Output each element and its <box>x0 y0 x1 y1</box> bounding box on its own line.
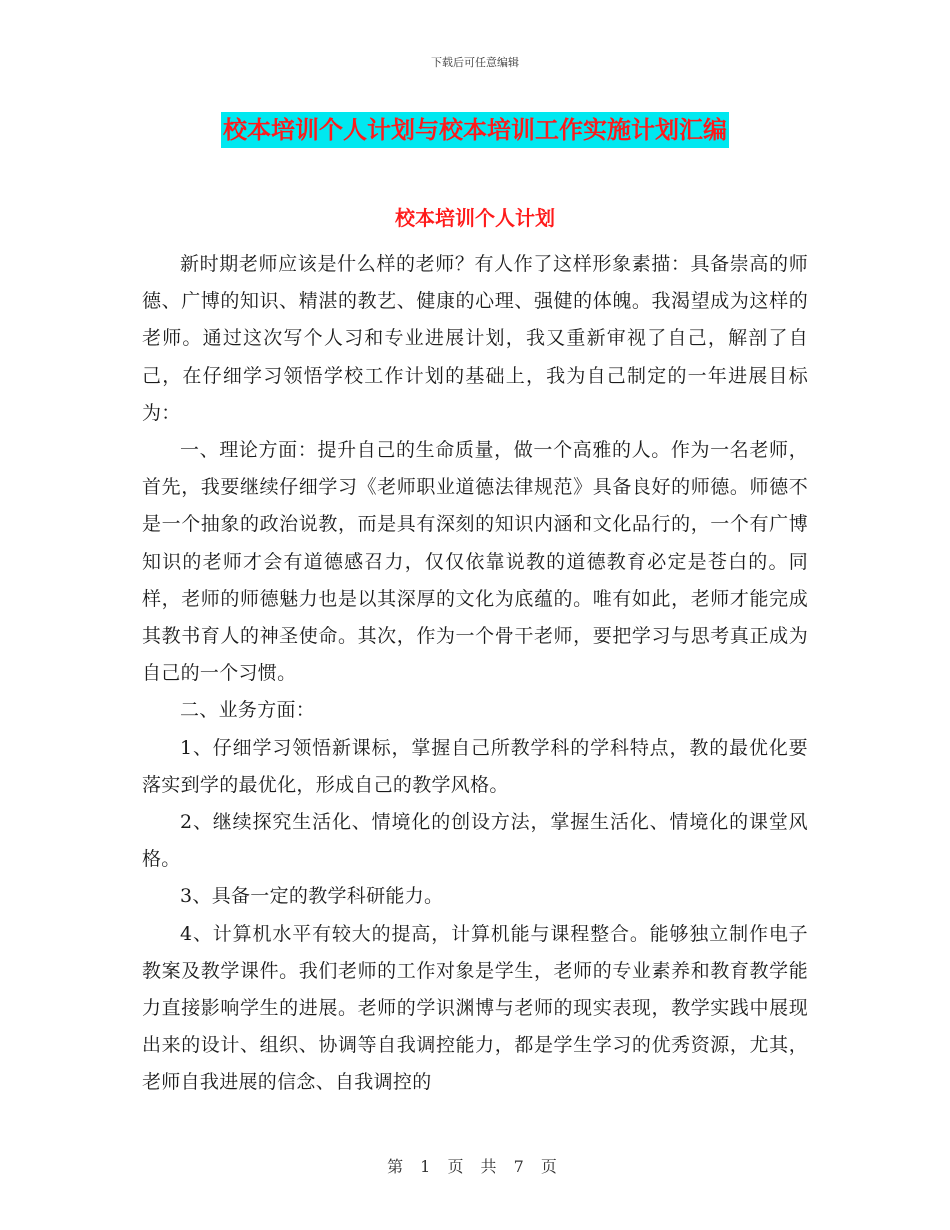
paragraph-item-2: 2、继续探究生活化、情境化的创设方法，掌握生活化、情境化的课堂风格。 <box>142 811 808 871</box>
section-title: 校本培训个人计划 <box>395 206 555 230</box>
header-note: 下载后可任意编辑 <box>431 56 519 69</box>
document-body <box>142 246 808 1102</box>
paragraph-item-1: 1、仔细学习领悟新课标，掌握自己所教学科的学科特点，教的最优化要落实到学的最优化，形成自己的教学风格。 <box>142 736 808 796</box>
paragraph-theory: 一、理论方面：提升自己的生命质量，做一个高雅的人。作为一名老师，首先，我要继续仔细学习《老师职业道德法律规范》具备良好的师德。师德不是一个抽象的政治说教，而是具有深刻的知识内涵和文化品行的，一个有广博知识的老师才会有道德感召力，仅仅依靠说教的道德教育必定是苍白的。同样，老师的师德魅力也是以其深厚的文化为底蕴的。唯有如此，老师才能完成其教书育人的神圣使命。其次，作为一个骨干老师，要把学习与思考真正成为自己的一个习惯。 <box>142 439 808 685</box>
paragraph-item-4: 4、计算机水平有较大的提高，计算机能与课程整合。能够独立制作电子教案及教学课件。我们老师的工作对象是学生，老师的专业素养和教育教学能力直接影响学生的进展。老师的学识渊博与老师的现实表现，教学实践中展现出来的设计、组织、协调等自我调控能力，都是学生学习的优秀资源，尤其，老师自我进展的信念、自我调控的 <box>142 922 808 1094</box>
document-title: 校本培训个人计划与校本培训工作实施计划汇编 <box>221 112 729 148</box>
paragraph-business-heading: 二、业务方面： <box>180 699 316 722</box>
paragraph-item-3: 3、具备一定的教学科研能力。 <box>180 885 444 908</box>
paragraph-intro: 新时期老师应该是什么样的老师？有人作了这样形象素描：具备崇高的师德、广博的知识、精湛的教艺、健康的心理、强健的体魄。我渴望成为这样的老师。通过这次写个人习和专业进展计划，我又重新审视了自己，解剖了自己，在仔细学习领悟学校工作计划的基础上，我为自己制定的一年进展目标为： <box>142 253 808 424</box>
document-title-container <box>0 112 950 148</box>
page-footer: 第 1 页 共 7 页 <box>387 1157 563 1176</box>
